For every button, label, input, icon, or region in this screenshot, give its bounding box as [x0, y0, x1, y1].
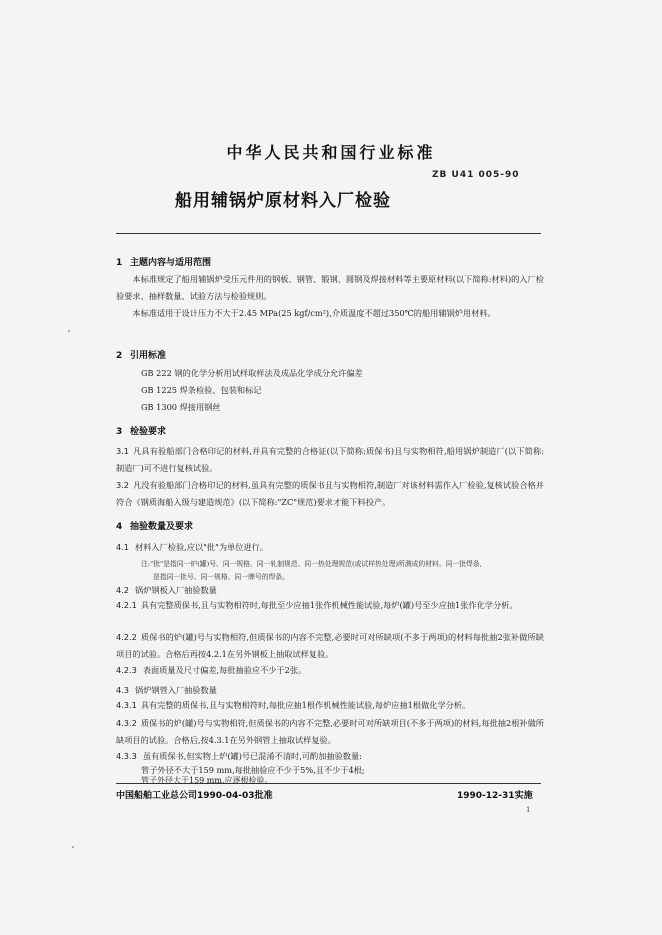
section-title: 检验要求: [130, 427, 167, 437]
clause-text: 锅炉钢板入厂抽验数量: [135, 585, 217, 595]
clause-number: 4.1: [116, 542, 130, 552]
clause-4-2-3: [116, 665, 306, 676]
clause-number: 4.2.2: [116, 632, 137, 642]
effective-date: 1990-12-31实施: [457, 791, 533, 801]
clause-number: 4.3.1: [116, 700, 137, 710]
approval-note: 中国船舶工业总公司1990-04-03批准: [116, 791, 273, 801]
clause-text: 具有完整质保书,且与实物相符时,每批至少应抽1张作机械性能试验,每炉(罐)号至少应抽1张作化学分析。: [140, 600, 518, 610]
section-1-heading: [116, 255, 211, 268]
section-number: 1: [116, 258, 123, 268]
section-3-heading: [116, 424, 166, 437]
clause-text: 具有完整的质保书,且与实物相符时,每批应抽1根作机械性能试验,每炉应抽1根做化学分析。: [140, 700, 471, 710]
clause-number: 3.2: [116, 480, 130, 490]
section-number: 2: [116, 351, 123, 361]
clause-text: 凡具有验船部门合格印记的材料,并具有完整的合格证(以下简称:质保书)且与实物相符,船用锅炉制造厂(以下简称:制造厂)可不进行复核试验。: [116, 446, 544, 473]
section-1-paragraph-2: 本标准适用于设计压力不大于2.45 MPa(25 kgf/cm²),介质温度不超过350℃的船用辅锅炉用材料。: [132, 308, 496, 318]
clause-text: 凡没有验船部门合格印记的材料,虽具有完整的质保书且与实物相符,制造厂对该材料需作入厂检验,复核试验合格并符合《钢质海船入级与建造规范》(以下简称:"ZC"规范)要求才能下料投产。: [116, 480, 544, 507]
note-line-2: 是指同一批号、同一规格、同一牌号的焊条。: [153, 573, 289, 581]
clause-4-2-1: [116, 597, 544, 614]
clause-number: 4.3.3: [116, 751, 137, 761]
section-number: 3: [116, 427, 123, 437]
section-4-heading: [116, 519, 193, 532]
clause-3-1: [116, 443, 544, 477]
document-title: 船用辅锅炉原材料入厂检验: [175, 191, 391, 211]
section-title: 引用标准: [130, 351, 167, 361]
section-number: 4: [116, 522, 123, 532]
clause-number: 3.1: [116, 446, 130, 456]
bottom-rule: [116, 783, 541, 784]
clause-4-1: [116, 542, 268, 553]
note-line-1: 注:"批"是指同一炉(罐)号、同一规格、同一轧制规范、同一热处理规范(或试样热处理)所测成的材料。同一批焊条,: [141, 560, 482, 568]
clause-4-2-2: [116, 629, 544, 663]
clause-text: 虽有质保书,但实物上炉(罐)号已混淆不清时,可酌加抽验数量:: [142, 751, 362, 761]
clause-number: 4.3.2: [116, 718, 137, 728]
clause-4-3-3-item-b: 管子外径大于159 mm,应逐根检验。: [141, 776, 273, 785]
reference-item: GB 1225 焊条检验、包装和标记: [141, 385, 262, 395]
reference-item: GB 222 钢的化学分析用试样取样法及成品化学成分允许偏差: [141, 368, 363, 378]
clause-text: 质保书的炉(罐)号与实物相符,但质保书的内容不完整,必要时可对所缺项目(不多于两项)的材料,每批抽2根补做所缺项目的试验。合格后,按4.3.1在另外钢管上抽取试样复验。: [116, 718, 544, 745]
clause-4-3-3: [116, 751, 362, 762]
clause-4-3-2: [116, 715, 544, 749]
section-1-paragraph-1: 本标准规定了船用辅锅炉受压元件用的钢板、钢管、锻钢、圆钢及焊接材料等主要原材料(以下简称:材料)的入厂检验要求、抽样数量、试验方法与检验规则。: [116, 274, 544, 301]
top-rule: [116, 233, 541, 234]
scan-speck: [68, 330, 70, 332]
clause-4-3-1: [116, 697, 544, 714]
clause-text: 表面质量及尺寸偏差,每批抽验应不少于2张。: [142, 665, 307, 675]
page-number: 1: [526, 806, 531, 814]
clause-text: 质保书的炉(罐)号与实物相符,但质保书的内容不完整,必要时可对所缺项(不多于两项)的材料每批抽2张补做所缺项目的试验。合格后再按4.2.1在另外钢板上抽取试样复验。: [116, 632, 544, 659]
clause-number: 4.3: [116, 685, 130, 695]
clause-4-3-3-item-a: 管子外径不大于159 mm,每批抽验应不少于5%,且不少于4根;: [141, 765, 365, 775]
section-2-heading: [116, 348, 166, 361]
clause-3-2: [116, 477, 544, 511]
scan-speck: [72, 846, 74, 848]
clause-number: 4.2: [116, 585, 130, 595]
section-title: 主题内容与适用范围: [130, 258, 212, 268]
clause-text: 材料入厂检验,应以"批"为单位进行。: [135, 542, 268, 552]
reference-item: GB 1300 焊接用钢丝: [141, 402, 221, 412]
clause-number: 4.2.3: [116, 665, 137, 675]
standard-type-heading: 中华人民共和国行业标准: [226, 143, 436, 162]
standard-code: ZB U41 005-90: [432, 170, 520, 180]
clause-text: 锅炉钢管入厂抽验数量: [135, 685, 217, 695]
clause-number: 4.2.1: [116, 600, 137, 610]
section-title: 抽验数量及要求: [130, 522, 194, 532]
clause-4-2: [116, 585, 217, 596]
clause-4-3: [116, 685, 217, 696]
